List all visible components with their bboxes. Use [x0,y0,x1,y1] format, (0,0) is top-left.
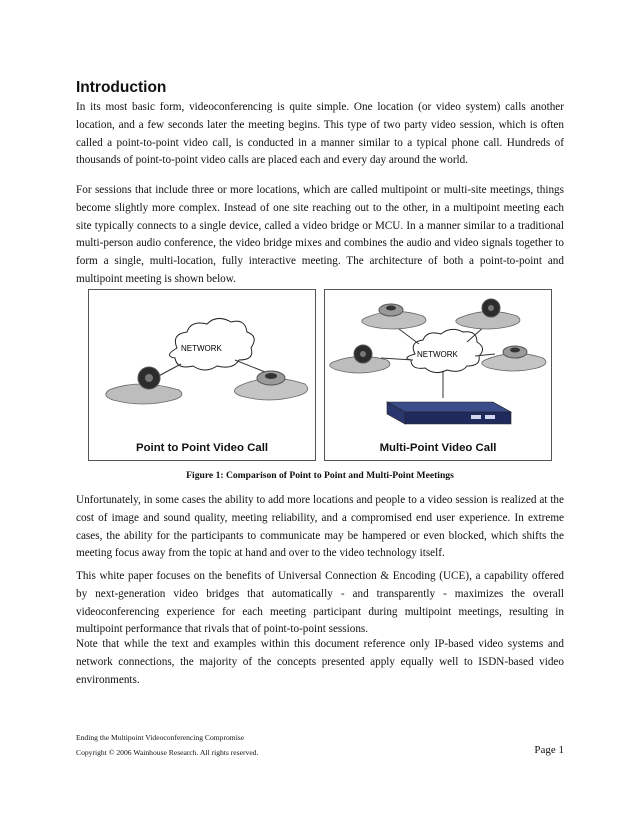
paragraph-1: In its most basic form, videoconferencing is quite simple. One location (or video system) calls another location, and a few seconds later the meeting begins. This type of two party video session, which is often called a point-to-point video call, is conducted in a manner similar to a typical phone call. Hundreds of thousands of point-to-point video calls are placed each and every day around the world. [76,101,564,167]
section-heading: Introduction [76,79,167,96]
point-to-point-diagram [89,290,315,460]
paragraph-5: Note that while the text and examples within this document reference only IP-based video systems and network connections, the majority of the concepts presented apply equally well to ISDN-based video environments. [76,638,564,686]
footer-copyright: Copyright © 2006 Wainhouse Research. All rights reserved. [76,748,259,757]
left-figure-title: Point to Point Video Call [135,442,269,454]
page-number: Page 1 [534,744,564,756]
video-endpoint-icon [456,299,520,329]
figure-multipoint [324,289,552,461]
video-endpoint-icon [362,304,426,329]
video-endpoint-icon [482,346,546,371]
figure-point-to-point [88,289,316,461]
paragraph-2: For sessions that include three or more locations, which are called multipoint or multi-site meetings, things become slightly more complex. Instead of one site reaching out to the other, in a multipoint meeting each site typically connects to a single device, called a video bridge or MCU. In a manner similar to a traditional multi-person audio conference, the video bridge mixes and combines the audio and video signals together to form a single, multi-location, fully interactive meeting. The architecture of both a point-to-point and multipoint meeting is shown below. [76,184,564,285]
paragraph-3: Unfortunately, in some cases the ability to add more locations and people to a video session is realized at the cost of image and sound quality, meeting reliability, and a compromised end user experience. In extreme cases, the ability for the participants to communicate may be hampered or even blocked, which shifts the meeting focus away from the topic at hand and over to the video technology itself. [76,494,564,560]
network-link [235,360,265,372]
paragraph-4: This white paper focuses on the benefits of Universal Connection & Encoding (UCE), a capability offered by next-generation video bridges that automatically - and transparently - maximizes the overall videoconferencing experience for each meeting participant during multipoint meetings, resulting in multipoint performance that rivals that of point-to-point sessions. [76,570,564,636]
document-page [76,0,564,826]
right-figure-title: Multi-Point Video Call [379,442,497,454]
video-endpoint-icon [234,371,307,400]
network-label: NETWORK [417,350,458,359]
footer-document-title: Ending the Multipoint Videoconferencing Compromise [76,733,245,742]
video-endpoint-icon [330,345,390,373]
network-label: NETWORK [181,344,222,353]
multipoint-diagram [325,290,551,460]
video-endpoint-icon [106,367,182,404]
video-bridge-mcu-icon [387,402,511,424]
figure-caption: Figure 1: Comparison of Point to Point and Multi-Point Meetings [186,470,454,481]
